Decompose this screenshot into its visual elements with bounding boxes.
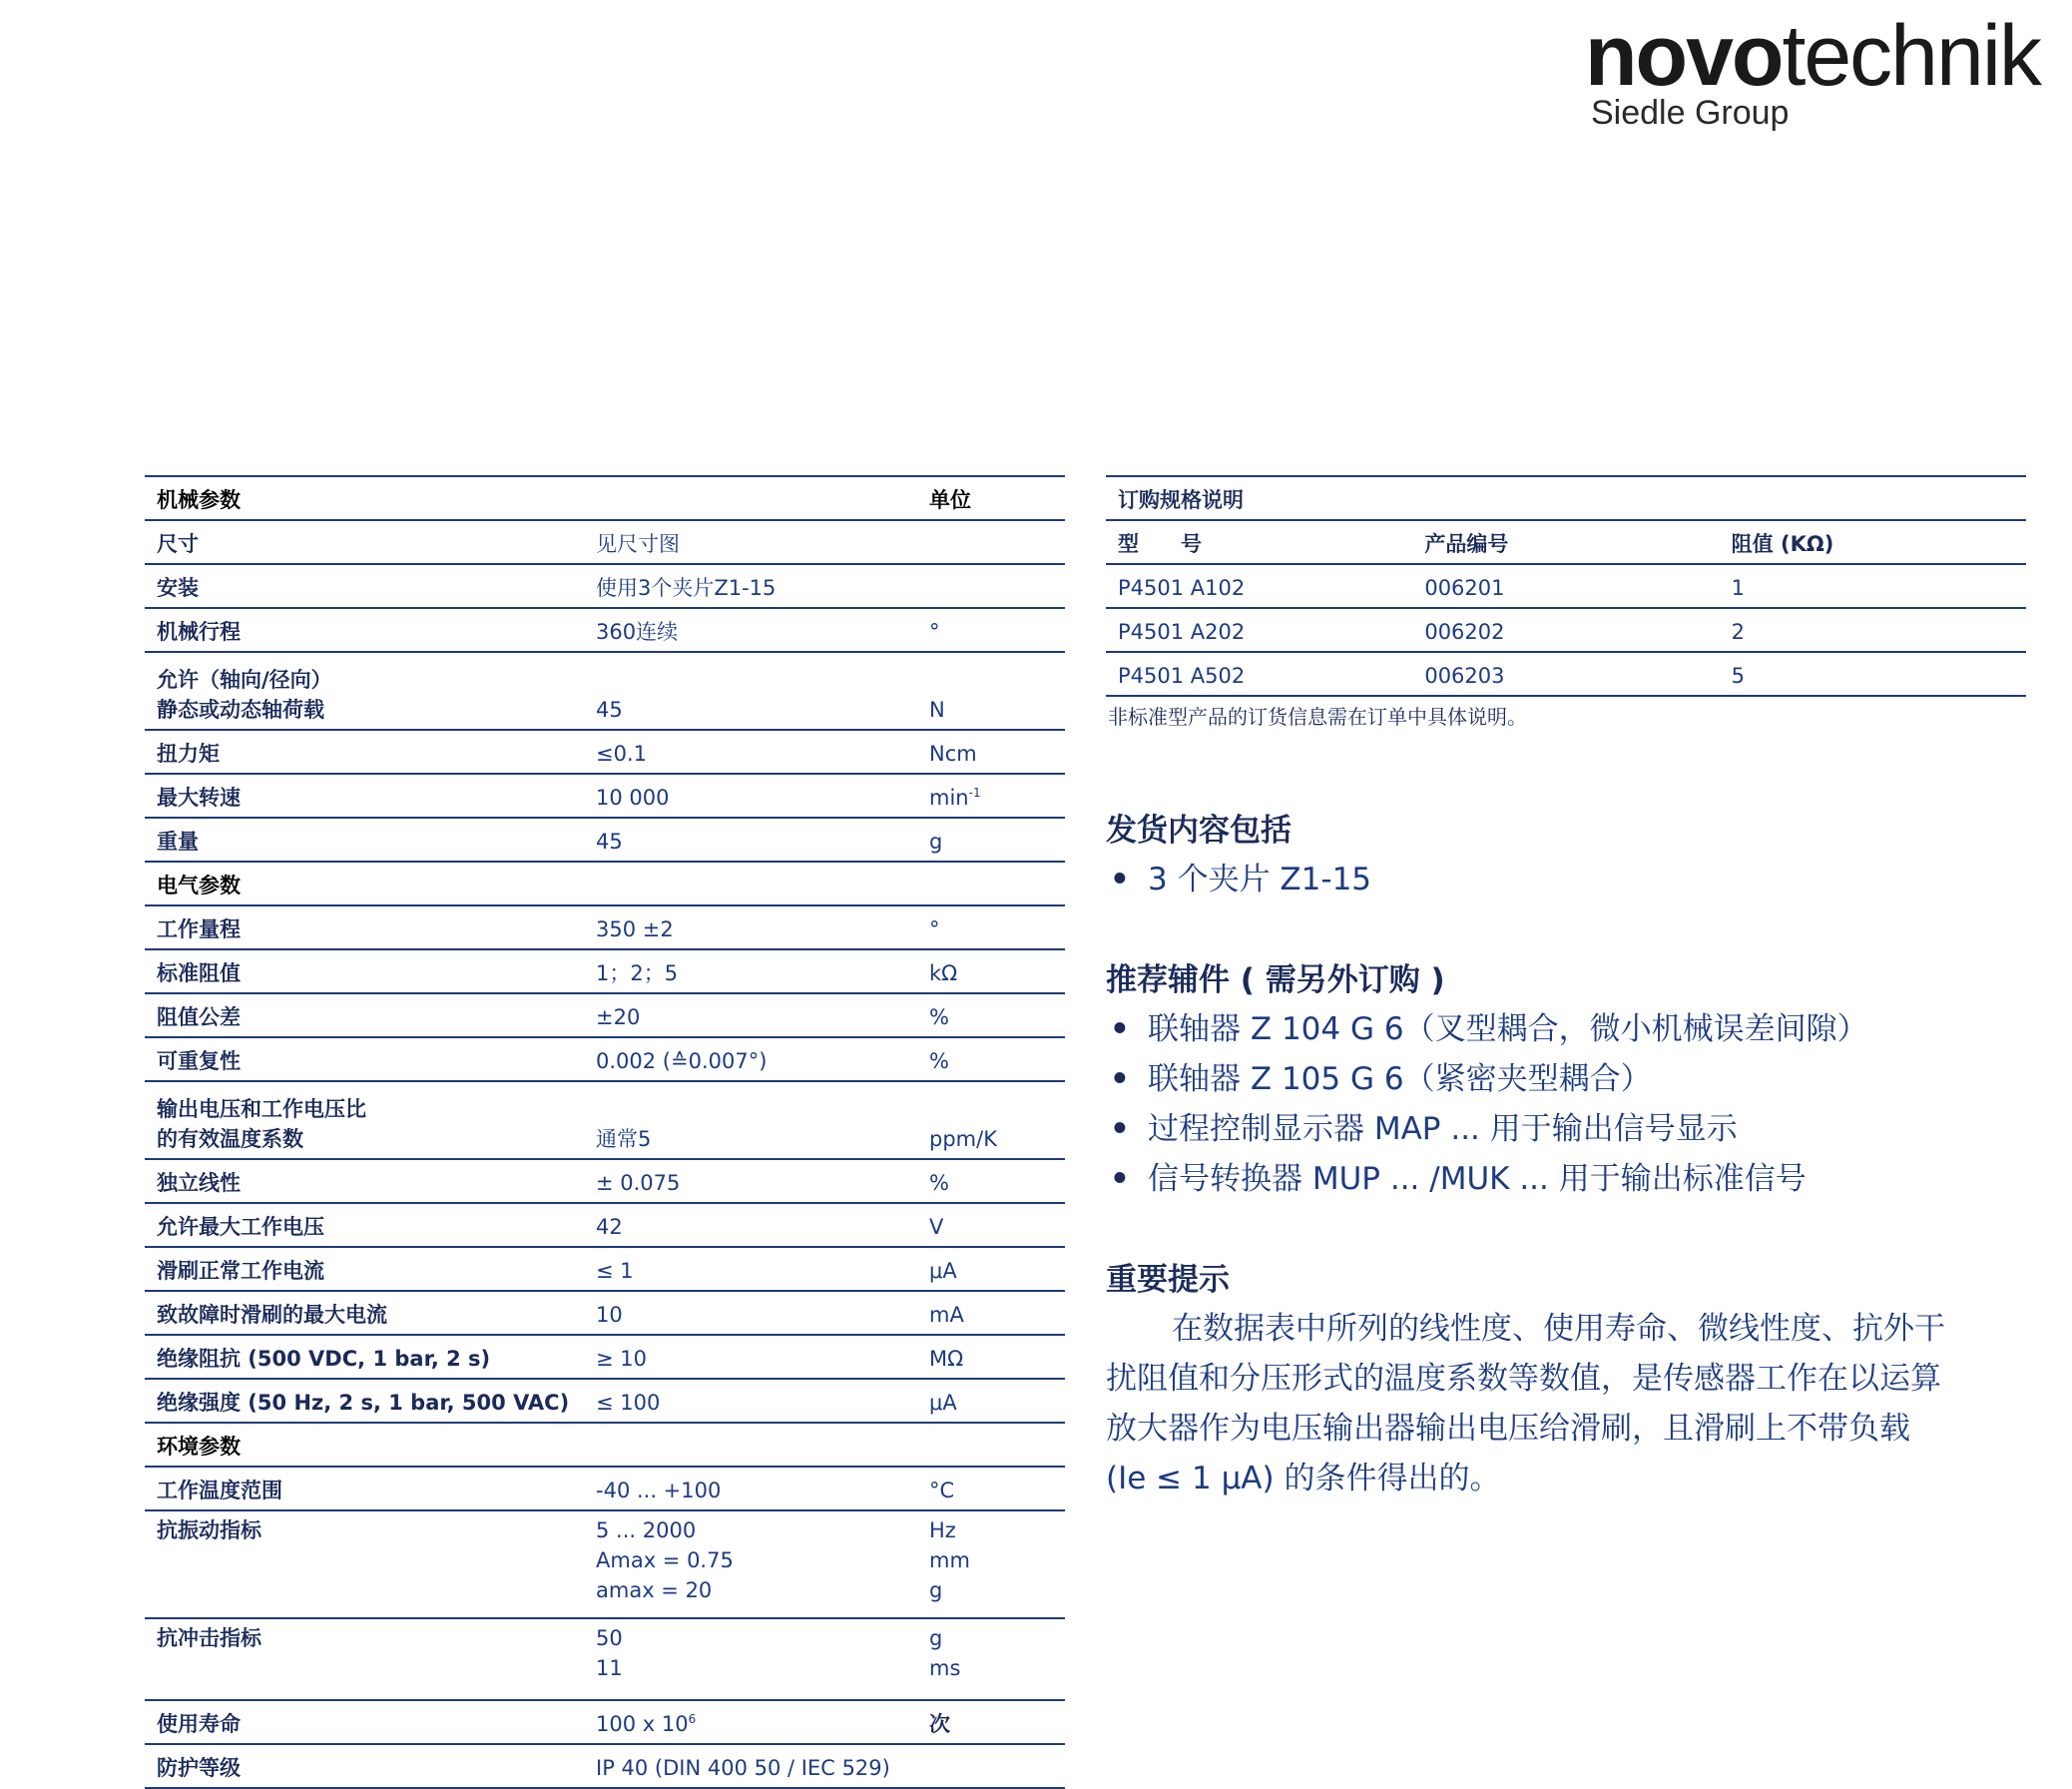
ordering-note: 非标准型产品的订货信息需在订单中具体说明。: [1108, 705, 1527, 729]
table-header-row: [145, 476, 1065, 520]
mech-section-title: 机械参数: [145, 476, 584, 520]
table-row: 允许最大工作电压 42 V: [145, 1203, 1065, 1247]
bullet-icon: •: [1110, 1061, 1130, 1097]
table-row: 标准阻值 1；2；5 kΩ: [145, 949, 1065, 993]
table-row: 输出电压和工作电压比 的有效温度系数 通常5 ppm/K: [145, 1081, 1065, 1159]
table-row: 尺寸 见尺寸图: [145, 520, 1065, 564]
bullet-icon: •: [1110, 862, 1130, 897]
list-item: • 3 个夹片 Z1-15: [1106, 855, 1371, 904]
accessories-list: [1106, 1004, 1868, 1204]
logo-subtitle: Siedle Group: [1591, 94, 1790, 132]
table-row: 绝缘强度 (50 Hz, 2 s, 1 bar, 500 VAC) ≤ 100 μA: [145, 1379, 1065, 1423]
bullet-icon: •: [1110, 1011, 1130, 1047]
table-row: 阻值公差 ±20 %: [145, 993, 1065, 1037]
table-row: 抗冲击指标 50 11 g ms: [145, 1618, 1065, 1700]
ordering-header-row: 型 号 产品编号 阻值 (KΩ): [1106, 520, 2026, 564]
section-row-electrical: 电气参数: [145, 862, 1065, 905]
table-row: 扭力矩 ≤0.1 Ncm: [145, 730, 1065, 774]
notice-heading: 重要提示: [1106, 1262, 1230, 1298]
logo-wordmark: novotechnik: [1585, 8, 2040, 104]
table-row: P4501 A202 006202 2: [1106, 608, 2026, 652]
table-row: 工作温度范围 -40 ... +100 °C: [145, 1467, 1065, 1510]
list-item: • 信号转换器 MUP ... /MUK ... 用于输出标准信号: [1106, 1154, 1868, 1204]
table-row: 绝缘阻抗 (500 VDC, 1 bar, 2 s) ≥ 10 MΩ: [145, 1335, 1065, 1379]
notice-paragraph: 在数据表中所列的线性度、使用寿命、微线性度、抗外干 扰阻值和分压形式的温度系数等数值，是传感器工作在以运算 放大器作为电压输出器输出电压给滑刷，且滑刷上不带负载 (Ie ≤ 1 μA) 的条件得出的。: [1106, 1311, 1945, 1496]
list-item: • 过程控制显示器 MAP ... 用于输出信号显示: [1106, 1104, 1868, 1154]
table-row: 最大转速 10 000 $\min^{-1}$: [145, 774, 1065, 818]
table-row: 重量 45 g: [145, 818, 1065, 862]
table-row: 安装 使用3个夹片Z1-15: [145, 564, 1065, 608]
section-row-environment: 环境参数: [145, 1423, 1065, 1467]
bullet-icon: •: [1110, 1111, 1130, 1147]
table-row: 允许（轴向/径向） 静态或动态轴荷载 45 N: [145, 652, 1065, 730]
table-row: P4501 A502 006203 5: [1106, 652, 2026, 696]
novotechnik-logo: [1585, 8, 2040, 138]
bullet-icon: •: [1110, 1161, 1130, 1197]
delivery-list: [1106, 855, 1371, 904]
table-row: 机械行程 360连续 °: [145, 608, 1065, 652]
table-row: 滑刷正常工作电流 ≤ 1 μA: [145, 1247, 1065, 1291]
unit-column-header: 单位: [917, 476, 1065, 520]
table-row: 独立线性 ± 0.075 %: [145, 1159, 1065, 1203]
table-row: 致故障时滑刷的最大电流 10 mA: [145, 1291, 1065, 1335]
ordering-title-row: [1106, 476, 2026, 520]
accessories-heading: 推荐辅件 ( 需另外订购 ): [1106, 962, 1445, 998]
table-row: 使用寿命 100 x $10^6$ 次: [145, 1700, 1065, 1744]
table-row: 防护等级 IP 40 (DIN 400 50 / IEC 529): [145, 1744, 1065, 1788]
list-item: • 联轴器 Z 105 G 6（紧密夹型耦合）: [1106, 1054, 1868, 1104]
table-row: 可重复性 0.002 (≙0.007°) %: [145, 1037, 1065, 1081]
table-row: 工作量程 350 ±2 °: [145, 905, 1065, 949]
table-row: P4501 A102 006201 1: [1106, 564, 2026, 608]
table-row: 抗振动指标 5 ... 2000 Amax = 0.75 amax = 20 Hz mm g: [145, 1510, 1065, 1618]
ordering-table: [1106, 475, 2026, 697]
ordering-title: 订购规格说明: [1106, 476, 2026, 520]
list-item: • 联轴器 Z 104 G 6（叉型耦合，微小机械误差间隙）: [1106, 1004, 1868, 1054]
specifications-table: [145, 475, 1065, 1789]
delivery-heading: 发货内容包括: [1106, 813, 1292, 849]
